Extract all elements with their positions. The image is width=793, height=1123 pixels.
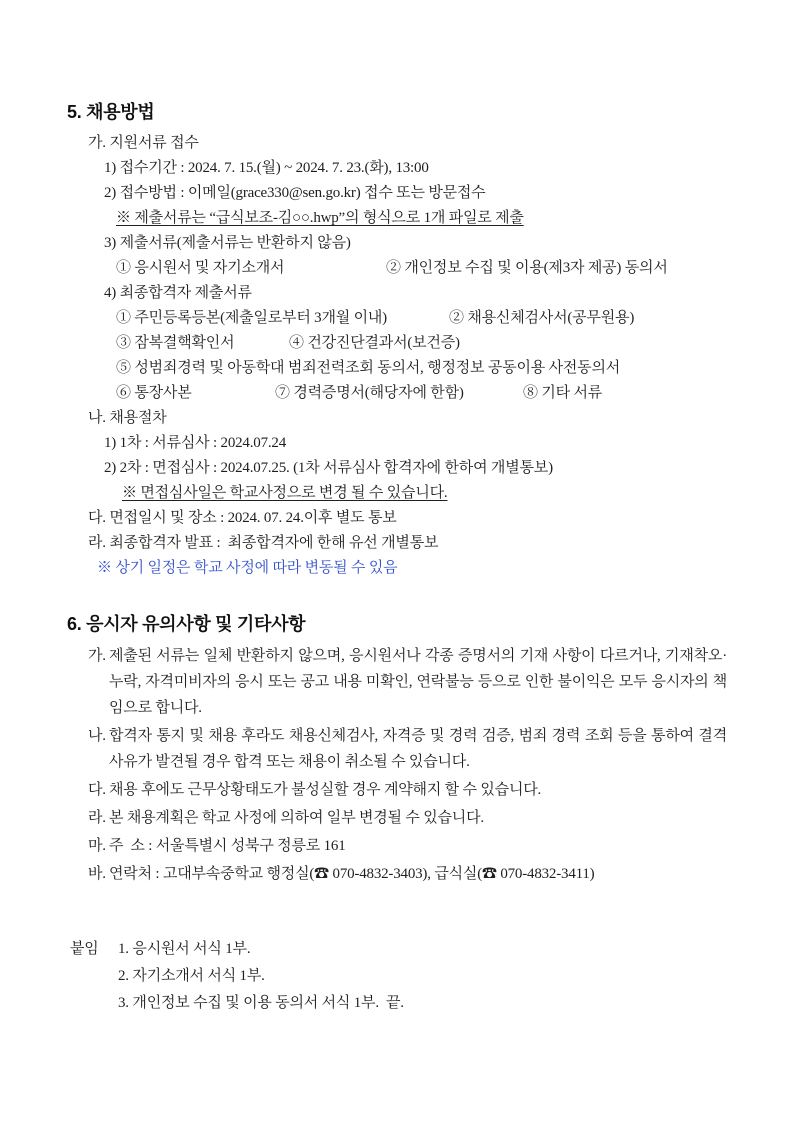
doc-item-medical-exam: ② 채용신체검사서(공무원용) [449, 310, 635, 326]
line-application-receipt: 가. 지원서류 접수 [88, 135, 199, 151]
notice-item-contact [88, 861, 727, 887]
doc-item-other: ⑧ 기타 서류 [523, 385, 603, 401]
notice-label: 마. [88, 838, 106, 854]
section-applicant-notices [67, 611, 727, 887]
doc-item-privacy-consent: ② 개인정보 수집 및 이용(제3자 제공) 동의서 [386, 260, 668, 276]
line-receipt-period: 1) 접수기간 : 2024. 7. 15.(월) ~ 2024. 7. 23.(화), 13:00 [104, 160, 429, 176]
line-final-doc-row-1 [67, 306, 727, 331]
doc-item-career-certificate: ⑦ 경력증명서(해당자에 한함) [275, 385, 464, 401]
doc-item-tb-certificate: ③ 잠복결핵확인서 [116, 335, 235, 351]
attachment-item-privacy-consent-form: 3. 개인정보 수집 및 이용 동의서 서식 1부. 끝. [118, 995, 404, 1011]
attachment-item-self-introduction: 2. 자기소개서 서식 1부. [118, 968, 265, 984]
attachments-block [70, 936, 727, 1017]
line-step-1: 1) 1차 : 서류심사 : 2024.07.24 [104, 435, 287, 451]
notice-item-address [88, 833, 727, 859]
line-doc-row-1 [67, 256, 727, 281]
line-final-doc-row-4 [67, 381, 727, 406]
notice-label: 나. [88, 728, 106, 744]
line-recruitment-process: 나. 채용절차 [88, 410, 167, 426]
attachment-item-application-form: 1. 응시원서 서식 1부. [118, 941, 251, 957]
notice-item-ga [88, 643, 727, 721]
notice-text: 연락처 : 고대부속중학교 행정실(☎ 070-4832-3403), 급식실(☎ 070-4832-3411) [109, 866, 595, 882]
notice-item-da [88, 777, 727, 803]
attachments-label: 붙임 [70, 941, 99, 957]
line-interview-change-note: ※ 면접심사일은 학교사정으로 변경 될 수 있습니다. [122, 485, 448, 501]
notice-text: 채용 후에도 근무상황태도가 불성실할 경우 계약해지 할 수 있습니다. [109, 782, 542, 798]
section-6-title: 6. 응시자 유의사항 및 기타사항 [67, 614, 306, 634]
line-final-doc-row-2 [67, 331, 727, 356]
line-receipt-method: 2) 접수방법 : 이메일(grace330@sen.go.kr) 접수 또는 방문접수 [104, 185, 486, 201]
section-recruitment-method [67, 99, 727, 581]
line-step-2: 2) 2차 : 면접심사 : 2024.07.25. (1차 서류심사 합격자에 한하여 개별통보) [104, 460, 553, 476]
notice-text: 본 채용계획은 학교 사정에 의하여 일부 변경될 수 있습니다. [109, 810, 484, 826]
line-final-announcement: 라. 최종합격자 발표 : 최종합격자에 한해 유선 개별통보 [88, 535, 439, 551]
notice-item-na [88, 723, 727, 775]
notice-item-ra [88, 805, 727, 831]
line-final-docs: 4) 최종합격자 제출서류 [104, 285, 252, 301]
line-schedule-change-note: ※ 상기 일정은 학교 사정에 따라 변동될 수 있음 [97, 560, 398, 576]
notice-label: 바. [88, 866, 106, 882]
doc-item-bankbook-copy: ⑥ 통장사본 [116, 385, 192, 401]
line-file-format-note: ※ 제출서류는 “급식보조-김○○.hwp”의 형식으로 1개 파일로 제출 [116, 210, 524, 226]
notice-label: 다. [88, 782, 106, 798]
doc-item-application: ① 응시원서 및 자기소개서 [116, 260, 285, 276]
doc-item-resident-register: ① 주민등록등본(제출일로부터 3개월 이내) [116, 310, 387, 326]
line-interview-datetime: 다. 면접일시 및 장소 : 2024. 07. 24.이후 별도 통보 [88, 510, 397, 526]
notice-text: 합격자 통지 및 채용 후라도 채용신체검사, 자격증 및 경력 검증, 범죄 경력 조회 등을 통하여 결격 사유가 발견될 경우 합격 또는 채용이 취소될 수 있습니다. [109, 728, 727, 770]
notice-label: 가. [88, 648, 106, 664]
attachments-list [118, 936, 404, 1017]
notice-text: 제출된 서류는 일체 반환하지 않으며, 응시원서나 각종 증명서의 기재 사항이 다르거나, 기재착오·누락, 자격미비자의 응시 또는 공고 내용 미확인, 연락불능 등으로 인한 불이익은 모두 응시자의 책임으로 합니다. [109, 648, 727, 716]
doc-item-health-certificate: ④ 건강진단결과서(보건증) [289, 335, 460, 351]
notice-label: 라. [88, 810, 106, 826]
line-final-doc-row-3: ⑤ 성범죄경력 및 아동학대 범죄전력조회 동의서, 행정정보 공동이용 사전동의서 [116, 360, 621, 376]
notice-text: 주 소 : 서울특별시 성북구 정릉로 161 [109, 838, 346, 854]
line-submission-docs: 3) 제출서류(제출서류는 반환하지 않음) [104, 235, 351, 251]
section-5-title: 5. 채용방법 [67, 102, 155, 122]
